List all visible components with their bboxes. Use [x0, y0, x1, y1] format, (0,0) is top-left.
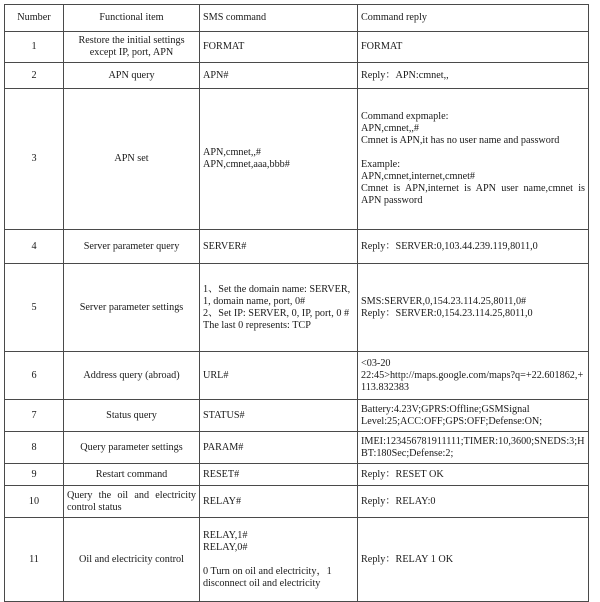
- table-header-row: [5, 5, 589, 32]
- row-command-reply: Reply：RELAY 1 OK: [358, 518, 589, 602]
- row-command-reply: <03-20 22:45>http://maps.google.com/maps?q=+22.601862,+113.832383: [358, 352, 589, 400]
- row-sms-command: APN#: [200, 63, 358, 89]
- row-functional-item: Address query (abroad): [64, 352, 200, 400]
- table-row: [5, 264, 589, 352]
- row-sms-command: SERVER#: [200, 230, 358, 264]
- row-command-reply: Battery:4.23V;GPRS:Offline;GSMSignal Level:25;ACC:OFF;GPS:OFF;Defense:ON;: [358, 400, 589, 432]
- row-number: 6: [5, 352, 64, 400]
- row-functional-item: Query parameter settings: [64, 432, 200, 464]
- sms-command-table: [4, 4, 589, 602]
- row-functional-item: Restart command: [64, 464, 200, 486]
- row-functional-item: Server parameter query: [64, 230, 200, 264]
- table-row: [5, 230, 589, 264]
- row-command-reply: Command expmaple: APN,cmnet,,# Cmnet is APN,it has no user name and password Example: APN,cmnet,internet,cmnet# Cmnet is APN,internet is APN user name,cmnet is APN password: [358, 89, 589, 230]
- table-row: [5, 89, 589, 230]
- header-functional-item: Functional item: [64, 5, 200, 32]
- row-command-reply: Reply：RESET OK: [358, 464, 589, 486]
- table-row: [5, 352, 589, 400]
- row-sms-command: RELAY,1# RELAY,0# 0 Turn on oil and electricity，1 disconnect oil and electricity: [200, 518, 358, 602]
- row-command-reply: SMS:SERVER,0,154.23.114.25,8011,0# Reply：SERVER:0,154.23.114.25,8011,0: [358, 264, 589, 352]
- row-functional-item: APN query: [64, 63, 200, 89]
- row-sms-command: APN,cmnet,,# APN,cmnet,aaa,bbb#: [200, 89, 358, 230]
- row-functional-item: APN set: [64, 89, 200, 230]
- row-number: 1: [5, 32, 64, 63]
- row-functional-item: Query the oil and electricity control status: [64, 486, 200, 518]
- row-sms-command: PARAM#: [200, 432, 358, 464]
- table-row: [5, 400, 589, 432]
- row-number: 5: [5, 264, 64, 352]
- row-command-reply: Reply：APN:cmnet,,: [358, 63, 589, 89]
- row-functional-item: Status query: [64, 400, 200, 432]
- row-number: 11: [5, 518, 64, 602]
- row-sms-command: RESET#: [200, 464, 358, 486]
- row-command-reply: IMEI:123456781911111;TIMER:10,3600;SNEDS:3;HBT:180Sec;Defense:2;: [358, 432, 589, 464]
- row-command-reply: Reply：SERVER:0,103.44.239.119,8011,0: [358, 230, 589, 264]
- row-sms-command: 1、Set the domain name: SERVER, 1, domain name, port, 0# 2、Set IP: SERVER, 0, IP, port, 0 # The last 0 represents: TCP: [200, 264, 358, 352]
- row-number: 2: [5, 63, 64, 89]
- row-number: 3: [5, 89, 64, 230]
- row-sms-command: FORMAT: [200, 32, 358, 63]
- header-command-reply: Command reply: [358, 5, 589, 32]
- row-functional-item: Restore the initial settings except IP, port, APN: [64, 32, 200, 63]
- row-number: 8: [5, 432, 64, 464]
- header-sms-command: SMS command: [200, 5, 358, 32]
- row-command-reply: Reply：RELAY:0: [358, 486, 589, 518]
- row-sms-command: STATUS#: [200, 400, 358, 432]
- sms-command-document: [4, 4, 588, 602]
- table-row: [5, 486, 589, 518]
- table-row: [5, 32, 589, 63]
- row-number: 7: [5, 400, 64, 432]
- row-functional-item: Server parameter settings: [64, 264, 200, 352]
- table-row: [5, 518, 589, 602]
- row-command-reply: FORMAT: [358, 32, 589, 63]
- row-number: 4: [5, 230, 64, 264]
- row-functional-item: Oil and electricity control: [64, 518, 200, 602]
- row-sms-command: RELAY#: [200, 486, 358, 518]
- table-row: [5, 464, 589, 486]
- table-row: [5, 63, 589, 89]
- row-sms-command: URL#: [200, 352, 358, 400]
- table-row: [5, 432, 589, 464]
- row-number: 10: [5, 486, 64, 518]
- header-number: Number: [5, 5, 64, 32]
- row-number: 9: [5, 464, 64, 486]
